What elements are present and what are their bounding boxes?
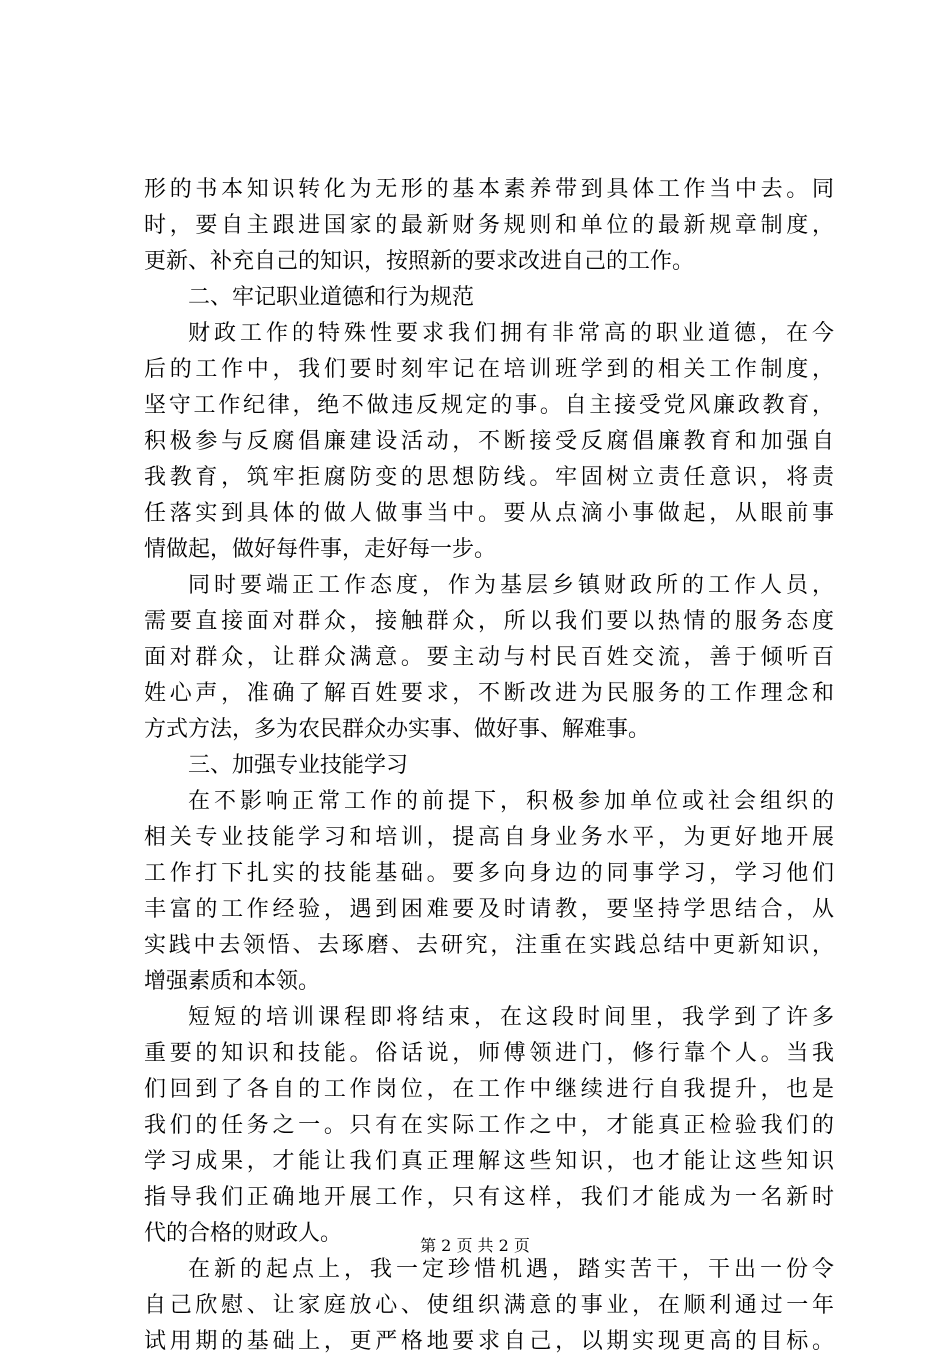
text-line: 我教育，筑牢拒腐防变的思想防线。牢固树立责任意识，将责	[144, 465, 834, 490]
text-line: 形的书本知识转化为无形的基本素养带到具体工作当中去。同	[144, 177, 834, 202]
text-line: 丰富的工作经验，遇到困难要及时请教，要坚持学思结合，从	[144, 897, 834, 922]
text-line: 时，要自主跟进国家的最新财务规则和单位的最新规章制度，	[144, 213, 834, 238]
text-line: 任落实到具体的做人做事当中。要从点滴小事做起，从眼前事	[144, 501, 834, 526]
text-line: 们回到了各自的工作岗位，在工作中继续进行自我提升，也是	[144, 1077, 834, 1102]
text-line: 自己欣慰、让家庭放心、使组织满意的事业，在顺利通过一年	[144, 1293, 834, 1318]
text-line: 实践中去领悟、去琢磨、去研究，注重在实践总结中更新知识，	[144, 933, 834, 958]
section-heading: 三、加强专业技能学习	[188, 753, 409, 778]
text-line: 增强素质和本领。	[144, 969, 321, 994]
text-line: 方式方法，多为农民群众办实事、做好事、解难事。	[144, 717, 651, 742]
text-line: 财政工作的特殊性要求我们拥有非常高的职业道德，在今	[188, 321, 834, 346]
text-line: 情做起，做好每件事，走好每一步。	[144, 537, 497, 562]
text-line: 工作打下扎实的技能基础。要多向身边的同事学习，学习他们	[144, 861, 834, 886]
text-line: 积极参与反腐倡廉建设活动，不断接受反腐倡廉教育和加强自	[144, 429, 834, 454]
text-line: 面对群众，让群众满意。要主动与村民百姓交流，善于倾听百	[144, 645, 834, 670]
text-line: 相关专业技能学习和培训，提高自身业务水平，为更好地开展	[144, 825, 834, 850]
text-line: 需要直接面对群众，接触群众，所以我们要以热情的服务态度	[144, 609, 834, 634]
text-line: 在不影响正常工作的前提下，积极参加单位或社会组织的	[188, 789, 834, 814]
text-line: 重要的知识和技能。俗话说，师傅领进门，修行靠个人。当我	[144, 1041, 834, 1066]
section-heading: 二、牢记职业道德和行为规范	[188, 285, 475, 310]
text-line: 学习成果，才能让我们真正理解这些知识，也才能让这些知识	[144, 1149, 834, 1174]
document-body	[144, 172, 834, 1360]
text-line: 代的合格的财政人。	[144, 1221, 343, 1246]
text-line: 试用期的基础上，更严格地要求自己，以期实现更高的目标。	[144, 1329, 834, 1354]
text-line: 我们的任务之一。只有在实际工作之中，才能真正检验我们的	[144, 1113, 834, 1138]
text-line: 姓心声，准确了解百姓要求，不断改进为民服务的工作理念和	[144, 681, 834, 706]
text-line: 同时要端正工作态度，作为基层乡镇财政所的工作人员，	[188, 573, 834, 598]
text-line: 坚守工作纪律，绝不做违反规定的事。自主接受党风廉政教育，	[144, 393, 834, 418]
text-line: 更新、补充自己的知识，按照新的要求改进自己的工作。	[144, 249, 695, 274]
text-line: 在新的起点上，我一定珍惜机遇，踏实苦干，干出一份令	[188, 1257, 834, 1282]
text-line: 短短的培训课程即将结束，在这段时间里，我学到了许多	[188, 1005, 834, 1030]
text-line: 后的工作中，我们要时刻牢记在培训班学到的相关工作制度，	[144, 357, 834, 382]
text-line: 指导我们正确地开展工作，只有这样，我们才能成为一名新时	[144, 1185, 834, 1210]
page-number-footer: 第 2 页 共 2 页	[420, 1236, 530, 1255]
